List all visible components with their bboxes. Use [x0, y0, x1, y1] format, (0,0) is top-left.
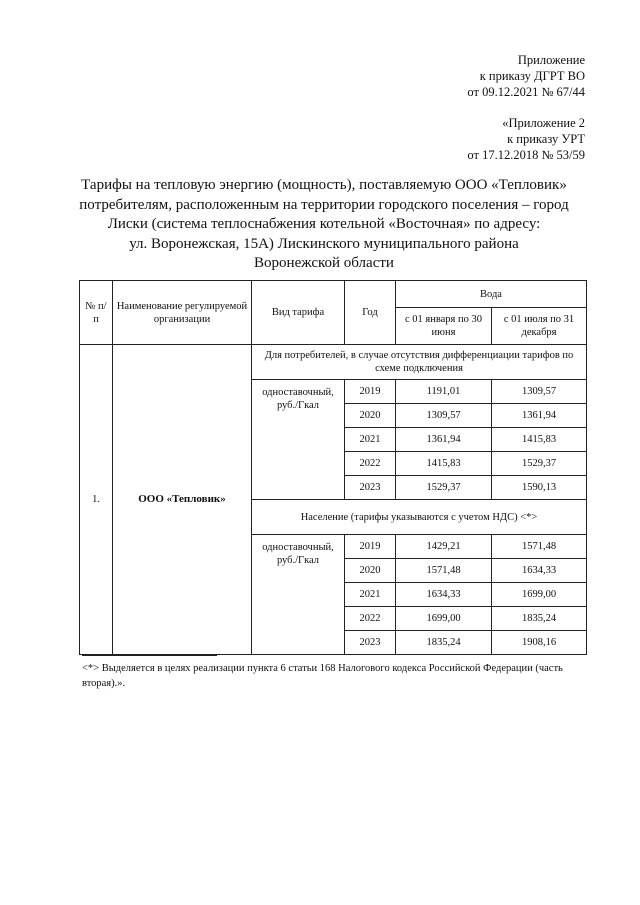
- tariff-value-h1: 1699,00: [396, 607, 492, 631]
- header-period-2: с 01 июля по 31 декабря: [492, 308, 587, 345]
- year-cell: 2020: [345, 559, 396, 583]
- tariff-value-h1: 1361,94: [396, 428, 492, 452]
- tariff-value-h2: 1571,48: [492, 535, 587, 559]
- header-num: № п/п: [80, 281, 113, 345]
- tariff-value-h2: 1835,24: [492, 607, 587, 631]
- text-line: потребителям, расположенным на территории городского поселения – город: [79, 196, 569, 213]
- tariff-value-h2: 1699,00: [492, 583, 587, 607]
- tariff-type: одноставочный, руб./Гкал: [252, 380, 345, 500]
- tariff-value-h2: 1590,13: [492, 476, 587, 500]
- text-line: Тарифы на тепловую энергию (мощность), поставляемую ООО «Тепловик»: [81, 177, 567, 193]
- year-cell: 2020: [345, 404, 396, 428]
- row-number: 1.: [80, 345, 113, 655]
- year-cell: 2021: [345, 428, 396, 452]
- footnote: <*> Выделяется в целях реализации пункта 6 статьи 168 Налогового кодекса Российской Федерации (часть вторая).».: [82, 663, 563, 689]
- text-line: «Приложение 2: [502, 116, 585, 130]
- header-organization: Наименование регулируемой организации: [113, 281, 252, 345]
- appendix-header: [467, 52, 585, 100]
- year-cell: 2019: [345, 535, 396, 559]
- tariff-value-h2: 1634,33: [492, 559, 587, 583]
- tariff-table: [79, 280, 587, 655]
- text-line: Лиски (система теплоснабжения котельной «Восточная» по адресу:: [107, 216, 541, 232]
- appendix-2-header: [467, 115, 585, 163]
- text-line: ул. Воронежская, 15А) Лискинского муниципального района: [129, 235, 519, 252]
- tariff-value-h2: 1309,57: [492, 380, 587, 404]
- header-period-1: с 01 января по 30 июня: [396, 308, 492, 345]
- tariff-type: одноставочный, руб./Гкал: [252, 535, 345, 655]
- header-year: Год: [345, 281, 396, 345]
- text-line: Воронежской области: [254, 255, 394, 271]
- year-cell: 2022: [345, 452, 396, 476]
- tariff-value-h2: 1361,94: [492, 404, 587, 428]
- year-cell: 2023: [345, 476, 396, 500]
- tariff-value-h1: 1571,48: [396, 559, 492, 583]
- table-row: [80, 281, 587, 308]
- text-line: от 09.12.2021 № 67/44: [467, 85, 585, 99]
- text-line: к приказу ДГРТ ВО: [479, 69, 585, 83]
- text-line: от 17.12.2018 № 53/59: [467, 148, 585, 162]
- tariff-value-h1: 1835,24: [396, 631, 492, 655]
- footnote-separator: [82, 655, 217, 656]
- tariff-value-h1: 1309,57: [396, 404, 492, 428]
- tariff-value-h1: 1429,21: [396, 535, 492, 559]
- tariff-value-h2: 1529,37: [492, 452, 587, 476]
- tariff-value-h2: 1415,83: [492, 428, 587, 452]
- tariff-value-h1: 1191,01: [396, 380, 492, 404]
- tariff-value-h1: 1634,33: [396, 583, 492, 607]
- header-tariff-type: Вид тарифа: [252, 281, 345, 345]
- tariff-value-h2: 1908,16: [492, 631, 587, 655]
- year-cell: 2022: [345, 607, 396, 631]
- table-row: [80, 345, 587, 380]
- organization-name: ООО «Тепловик»: [113, 345, 252, 655]
- document-title: [60, 176, 588, 274]
- section-title: Население (тарифы указываются с учетом НДС) <*>: [252, 500, 587, 535]
- year-cell: 2021: [345, 583, 396, 607]
- text-line: Приложение: [517, 53, 585, 67]
- year-cell: 2019: [345, 380, 396, 404]
- section-title: Для потребителей, в случае отсутствия дифференциации тарифов по схеме подключения: [252, 345, 587, 380]
- header-water: Вода: [396, 281, 587, 308]
- text-line: к приказу УРТ: [507, 132, 585, 146]
- tariff-value-h1: 1529,37: [396, 476, 492, 500]
- tariff-value-h1: 1415,83: [396, 452, 492, 476]
- year-cell: 2023: [345, 631, 396, 655]
